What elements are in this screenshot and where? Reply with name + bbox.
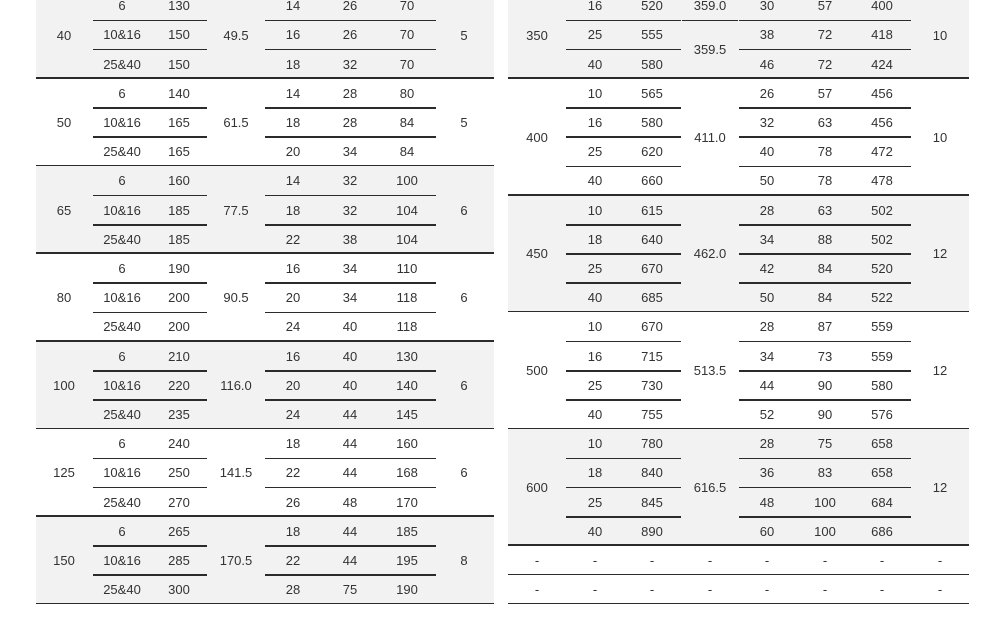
b-cell: 88 xyxy=(817,231,833,247)
a-cell: 22 xyxy=(285,465,301,481)
pn-cell: 6 xyxy=(118,261,126,277)
d-cell: 840 xyxy=(641,465,663,481)
pn-cell: 10 xyxy=(587,319,603,335)
d-cell: 200 xyxy=(168,290,190,306)
a-cell: 18 xyxy=(285,202,301,218)
bolts-cell: 6 xyxy=(460,202,468,218)
pn-cell: 16 xyxy=(587,115,603,131)
empty-row xyxy=(508,575,969,604)
d-cell: 520 xyxy=(641,0,663,14)
d-cell: 780 xyxy=(641,436,663,452)
bolts-cell: 8 xyxy=(460,553,468,569)
b-cell: 57 xyxy=(817,85,833,101)
a-cell: 28 xyxy=(759,319,775,335)
b-cell: 63 xyxy=(817,202,833,218)
c-cell: 168 xyxy=(396,465,418,481)
table-group-dn-40 xyxy=(36,0,494,79)
d-cell: 265 xyxy=(168,523,190,539)
c-cell: 559 xyxy=(871,348,893,364)
b-cell: 34 xyxy=(342,144,358,160)
bolts-cell: 6 xyxy=(460,465,468,481)
d-cell: 660 xyxy=(641,173,663,189)
pn-cell: 25&40 xyxy=(103,407,141,423)
table-group-dn-150 xyxy=(36,517,494,605)
d-cell: 300 xyxy=(168,582,190,598)
a-cell: 44 xyxy=(759,377,775,393)
d-cell: 190 xyxy=(168,261,190,277)
table-group-dn-50 xyxy=(36,79,494,167)
a-cell: 14 xyxy=(285,173,301,189)
table-group-dn-600 xyxy=(508,429,969,546)
pn-cell: 25&40 xyxy=(103,56,141,72)
pn-cell: 40 xyxy=(587,407,603,423)
d-cell: 210 xyxy=(168,348,190,364)
pn-cell: 6 xyxy=(118,173,126,189)
b-cell: 90 xyxy=(817,377,833,393)
pn-cell: 6 xyxy=(118,436,126,452)
pn-cell: 10&16 xyxy=(103,290,141,306)
c-cell: 104 xyxy=(396,231,418,247)
pn-cell: 6 xyxy=(118,348,126,364)
d-cell: 150 xyxy=(168,27,190,43)
c-cell: 424 xyxy=(871,56,893,72)
c-cell: 502 xyxy=(871,231,893,247)
d-cell: 670 xyxy=(641,319,663,335)
pn-cell: 10 xyxy=(587,436,603,452)
pn-cell: 16 xyxy=(587,0,603,14)
d-cell: 240 xyxy=(168,436,190,452)
c-cell: 170 xyxy=(396,494,418,510)
a-cell: 14 xyxy=(285,85,301,101)
empty-cell: - xyxy=(592,582,598,598)
pcd-cell: 61.5 xyxy=(223,115,249,131)
b-cell: 32 xyxy=(342,202,358,218)
pn-cell: 25 xyxy=(587,494,603,510)
a-cell: 20 xyxy=(285,377,301,393)
pn-cell: 10&16 xyxy=(103,553,141,569)
table-group-dn-80 xyxy=(36,254,494,342)
d-cell: 285 xyxy=(168,553,190,569)
pn-cell: 10 xyxy=(587,202,603,218)
pn-cell: 6 xyxy=(118,523,126,539)
c-cell: 418 xyxy=(871,27,893,43)
b-cell: 28 xyxy=(342,85,358,101)
b-cell: 90 xyxy=(817,407,833,423)
pcd-cell: 49.5 xyxy=(223,27,249,43)
b-cell: 73 xyxy=(817,348,833,364)
empty-cell: - xyxy=(592,553,598,569)
c-cell: 70 xyxy=(399,56,415,72)
d-cell: 755 xyxy=(641,407,663,423)
row-border xyxy=(508,603,969,605)
a-cell: 50 xyxy=(759,290,775,306)
d-cell: 640 xyxy=(641,231,663,247)
bolts-cell: 10 xyxy=(932,27,948,43)
dn-cell: 150 xyxy=(53,553,75,569)
b-cell: 44 xyxy=(342,523,358,539)
a-cell: 16 xyxy=(285,261,301,277)
empty-cell: - xyxy=(822,553,828,569)
pcd-cell: 359.5 xyxy=(693,42,727,58)
b-cell: 32 xyxy=(342,173,358,189)
table-group-dn-400 xyxy=(508,79,969,196)
a-cell: 38 xyxy=(759,27,775,43)
c-cell: 456 xyxy=(871,115,893,131)
b-cell: 44 xyxy=(342,407,358,423)
b-cell: 44 xyxy=(342,465,358,481)
d-cell: 715 xyxy=(641,348,663,364)
b-cell: 87 xyxy=(817,319,833,335)
c-cell: 580 xyxy=(871,377,893,393)
a-cell: 20 xyxy=(285,144,301,160)
empty-cell: - xyxy=(764,582,770,598)
a-cell: 18 xyxy=(285,115,301,131)
a-cell: 22 xyxy=(285,553,301,569)
a-cell: 14 xyxy=(285,0,301,14)
c-cell: 140 xyxy=(396,377,418,393)
a-cell: 28 xyxy=(285,582,301,598)
c-cell: 84 xyxy=(399,115,415,131)
b-cell: 32 xyxy=(342,56,358,72)
c-cell: 110 xyxy=(396,261,418,277)
pn-cell: 40 xyxy=(587,56,603,72)
c-cell: 118 xyxy=(396,319,418,335)
d-cell: 670 xyxy=(641,261,663,277)
b-cell: 72 xyxy=(817,27,833,43)
c-cell: 145 xyxy=(396,407,418,423)
d-cell: 270 xyxy=(168,494,190,510)
a-cell: 20 xyxy=(285,290,301,306)
table-group-dn-350 xyxy=(508,0,969,79)
pn-cell: 10&16 xyxy=(103,115,141,131)
pn-cell: 25&40 xyxy=(103,319,141,335)
c-cell: 160 xyxy=(396,436,418,452)
pcd-cell: 359.0 xyxy=(693,0,727,14)
pcd-cell: 116.0 xyxy=(220,377,252,393)
a-cell: 30 xyxy=(759,0,775,14)
pcd-cell: 462.0 xyxy=(693,246,727,262)
pn-cell: 6 xyxy=(118,85,126,101)
pcd-cell: 77.5 xyxy=(223,202,249,218)
dn-cell: 50 xyxy=(56,115,72,131)
d-cell: 580 xyxy=(641,115,663,131)
a-cell: 22 xyxy=(285,231,301,247)
bolts-cell: 12 xyxy=(932,480,948,496)
pn-cell: 18 xyxy=(587,465,603,481)
pn-cell: 10&16 xyxy=(103,377,141,393)
d-cell: 185 xyxy=(168,231,190,247)
pn-cell: 25 xyxy=(587,144,603,160)
pn-cell: 25&40 xyxy=(103,144,141,160)
empty-cell: - xyxy=(649,553,655,569)
c-cell: 576 xyxy=(871,407,893,423)
d-cell: 555 xyxy=(641,27,663,43)
a-cell: 28 xyxy=(759,436,775,452)
empty-cell: - xyxy=(937,582,943,598)
dn-cell: 100 xyxy=(53,377,75,393)
c-cell: 80 xyxy=(399,85,415,101)
d-cell: 235 xyxy=(168,407,190,423)
a-cell: 48 xyxy=(759,494,775,510)
c-cell: 478 xyxy=(871,173,893,189)
a-cell: 40 xyxy=(759,144,775,160)
c-cell: 84 xyxy=(399,144,415,160)
pcd-cell: 170.5 xyxy=(219,553,253,569)
b-cell: 78 xyxy=(817,144,833,160)
b-cell: 40 xyxy=(342,348,358,364)
c-cell: 684 xyxy=(871,494,893,510)
b-cell: 48 xyxy=(342,494,358,510)
pcd-cell: 411.0 xyxy=(694,129,726,145)
b-cell: 72 xyxy=(817,56,833,72)
d-cell: 140 xyxy=(168,85,190,101)
dn-cell: 450 xyxy=(526,246,548,262)
empty-cell: - xyxy=(707,553,713,569)
empty-cell: - xyxy=(707,582,713,598)
d-cell: 200 xyxy=(168,319,190,335)
dn-cell: 125 xyxy=(53,465,75,481)
empty-cell: - xyxy=(764,553,770,569)
c-cell: 686 xyxy=(871,523,893,539)
pn-cell: 18 xyxy=(587,231,603,247)
b-cell: 57 xyxy=(817,0,833,14)
dn-cell: 40 xyxy=(56,27,72,43)
pn-cell: 10 xyxy=(587,85,603,101)
a-cell: 18 xyxy=(285,56,301,72)
pn-cell: 25&40 xyxy=(103,494,141,510)
a-cell: 28 xyxy=(759,202,775,218)
c-cell: 185 xyxy=(396,523,418,539)
pcd-cell: 141.5 xyxy=(219,465,253,481)
b-cell: 100 xyxy=(814,523,836,539)
empty-cell: - xyxy=(879,582,885,598)
a-cell: 42 xyxy=(759,261,775,277)
a-cell: 32 xyxy=(759,115,775,131)
c-cell: 520 xyxy=(871,261,893,277)
a-cell: 24 xyxy=(285,407,301,423)
d-cell: 160 xyxy=(168,173,190,189)
a-cell: 18 xyxy=(285,436,301,452)
d-cell: 730 xyxy=(641,377,663,393)
dn-cell: 80 xyxy=(56,290,72,306)
bolts-cell: 5 xyxy=(460,115,468,131)
d-cell: 890 xyxy=(641,523,663,539)
empty-cell: - xyxy=(822,582,828,598)
pn-cell: 25 xyxy=(587,377,603,393)
pn-cell: 40 xyxy=(587,290,603,306)
c-cell: 502 xyxy=(871,202,893,218)
d-cell: 580 xyxy=(641,56,663,72)
pn-cell: 40 xyxy=(587,523,603,539)
pn-cell: 25 xyxy=(587,261,603,277)
bolts-cell: 12 xyxy=(932,246,948,262)
bolts-cell: 6 xyxy=(460,290,468,306)
a-cell: 24 xyxy=(285,319,301,335)
d-cell: 130 xyxy=(168,0,190,14)
d-cell: 615 xyxy=(641,202,663,218)
c-cell: 190 xyxy=(396,582,418,598)
d-cell: 185 xyxy=(168,202,190,218)
table-group-dn-125 xyxy=(36,429,494,517)
a-cell: 34 xyxy=(759,348,775,364)
pn-cell: 25&40 xyxy=(103,231,141,247)
a-cell: 46 xyxy=(759,56,775,72)
empty-cell: - xyxy=(879,553,885,569)
pn-cell: 6 xyxy=(118,0,126,14)
c-cell: 559 xyxy=(871,319,893,335)
d-cell: 165 xyxy=(168,115,190,131)
empty-cell: - xyxy=(649,582,655,598)
a-cell: 60 xyxy=(759,523,775,539)
b-cell: 83 xyxy=(817,465,833,481)
d-cell: 150 xyxy=(168,56,190,72)
pn-cell: 16 xyxy=(587,348,603,364)
c-cell: 658 xyxy=(871,465,893,481)
a-cell: 36 xyxy=(759,465,775,481)
b-cell: 40 xyxy=(342,377,358,393)
c-cell: 70 xyxy=(399,27,415,43)
b-cell: 28 xyxy=(342,115,358,131)
b-cell: 26 xyxy=(342,0,358,14)
empty-cell: - xyxy=(534,553,540,569)
b-cell: 34 xyxy=(342,261,358,277)
a-cell: 26 xyxy=(285,494,301,510)
pcd-cell: 90.5 xyxy=(223,290,249,306)
dn-cell: 500 xyxy=(526,363,548,379)
a-cell: 34 xyxy=(759,231,775,247)
empty-cell: - xyxy=(534,582,540,598)
c-cell: 104 xyxy=(396,202,418,218)
pn-cell: 25 xyxy=(587,27,603,43)
d-cell: 685 xyxy=(641,290,663,306)
a-cell: 26 xyxy=(759,85,775,101)
c-cell: 456 xyxy=(871,85,893,101)
d-cell: 165 xyxy=(168,144,190,160)
b-cell: 84 xyxy=(817,261,833,277)
table-group-dn-500 xyxy=(508,312,969,429)
table-group-dn-450 xyxy=(508,196,969,313)
c-cell: 522 xyxy=(871,290,893,306)
bolts-cell: 6 xyxy=(460,377,468,393)
b-cell: 26 xyxy=(342,27,358,43)
pn-cell: 40 xyxy=(587,173,603,189)
d-cell: 565 xyxy=(641,85,663,101)
b-cell: 84 xyxy=(817,290,833,306)
dn-cell: 600 xyxy=(526,480,548,496)
b-cell: 75 xyxy=(342,582,358,598)
b-cell: 34 xyxy=(342,290,358,306)
a-cell: 52 xyxy=(759,407,775,423)
pn-cell: 25&40 xyxy=(103,582,141,598)
pn-cell: 10&16 xyxy=(103,202,141,218)
dn-cell: 400 xyxy=(526,129,548,145)
d-cell: 220 xyxy=(168,377,190,393)
b-cell: 38 xyxy=(342,231,358,247)
b-cell: 75 xyxy=(817,436,833,452)
b-cell: 40 xyxy=(342,319,358,335)
c-cell: 130 xyxy=(396,348,418,364)
table-group-dn-100 xyxy=(36,342,494,430)
empty-cell: - xyxy=(937,553,943,569)
pn-cell: 10&16 xyxy=(103,465,141,481)
c-cell: 472 xyxy=(871,144,893,160)
pcd-cell: 513.5 xyxy=(693,363,727,379)
b-cell: 100 xyxy=(814,494,836,510)
pcd-cell: 616.5 xyxy=(693,480,727,496)
c-cell: 118 xyxy=(396,290,418,306)
c-cell: 195 xyxy=(396,553,418,569)
bolts-cell: 10 xyxy=(932,129,948,145)
group-border xyxy=(36,603,494,605)
c-cell: 400 xyxy=(871,0,893,14)
c-cell: 658 xyxy=(871,436,893,452)
a-cell: 18 xyxy=(285,523,301,539)
a-cell: 50 xyxy=(759,173,775,189)
c-cell: 70 xyxy=(399,0,415,14)
d-cell: 620 xyxy=(641,144,663,160)
a-cell: 16 xyxy=(285,348,301,364)
table-group-dn-65 xyxy=(36,166,494,254)
dn-cell: 65 xyxy=(56,202,72,218)
bolts-cell: 12 xyxy=(932,363,948,379)
b-cell: 44 xyxy=(342,553,358,569)
d-cell: 845 xyxy=(641,494,663,510)
a-cell: 16 xyxy=(285,27,301,43)
b-cell: 63 xyxy=(817,115,833,131)
b-cell: 78 xyxy=(817,173,833,189)
dn-cell: 350 xyxy=(526,27,548,43)
d-cell: 250 xyxy=(168,465,190,481)
pn-cell: 10&16 xyxy=(103,27,141,43)
c-cell: 100 xyxy=(396,173,418,189)
b-cell: 44 xyxy=(342,436,358,452)
empty-row xyxy=(508,546,969,575)
bolts-cell: 5 xyxy=(460,27,468,43)
